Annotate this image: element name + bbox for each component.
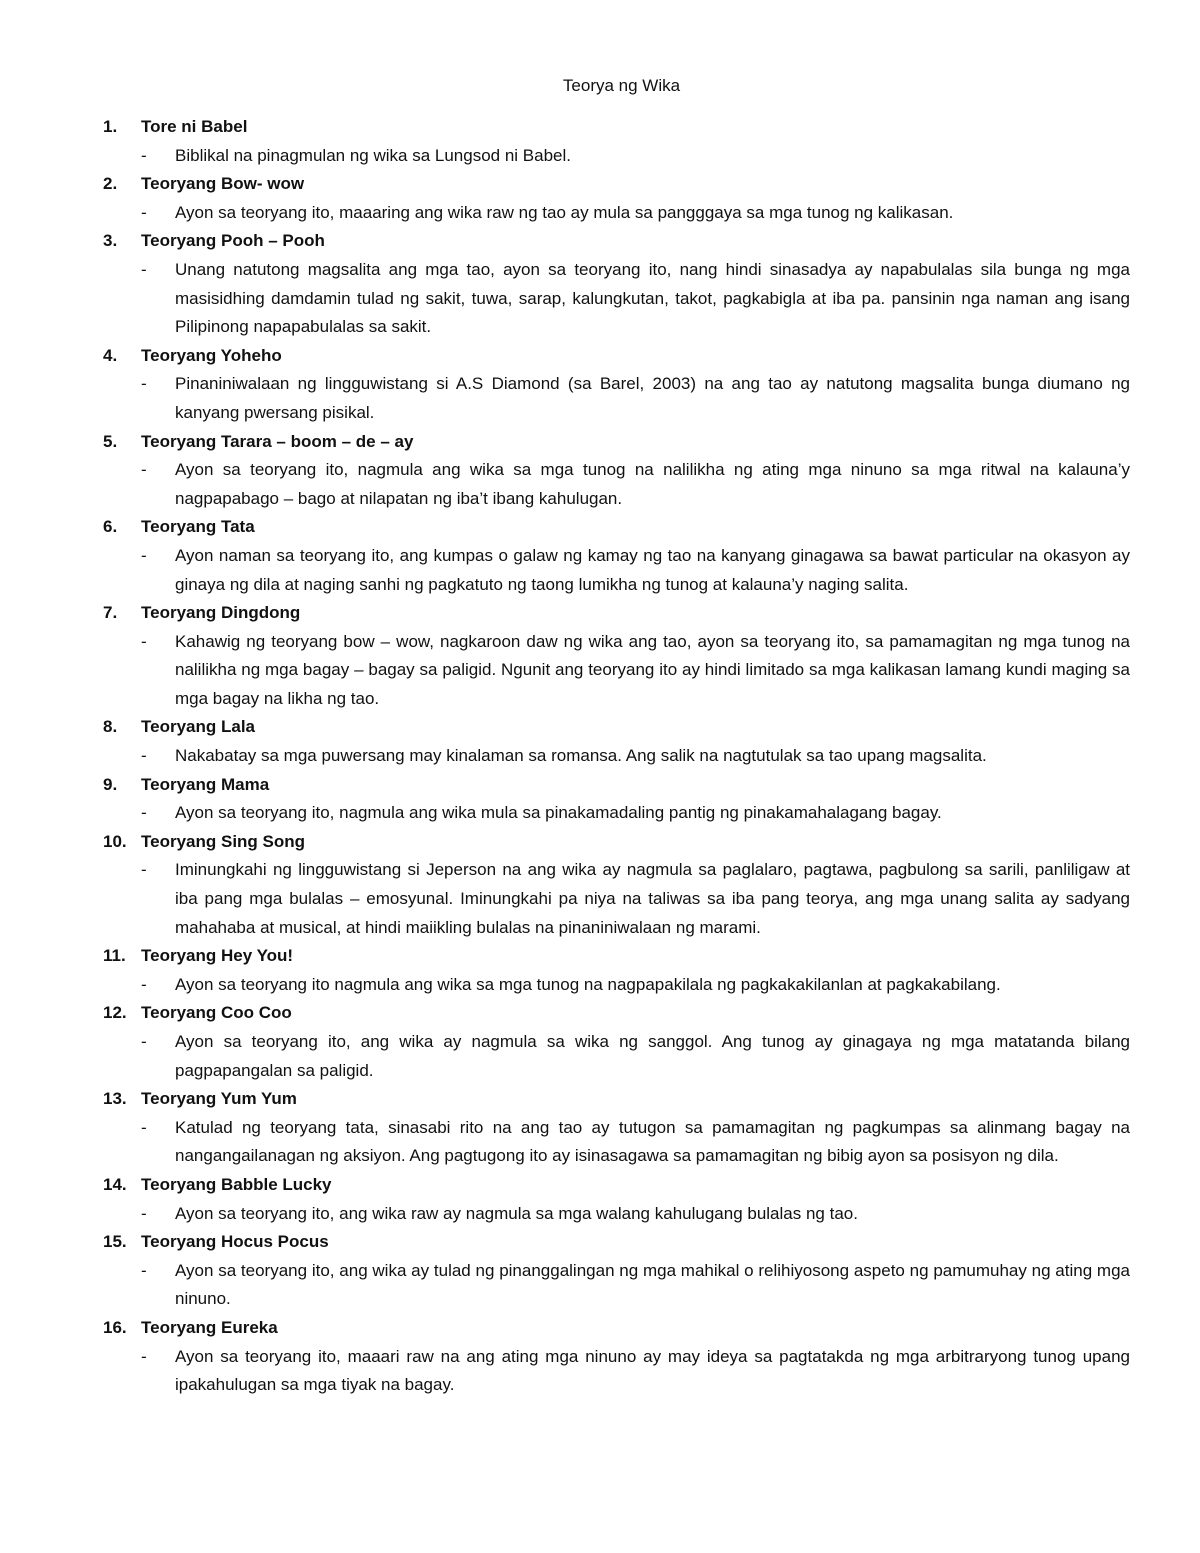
theory-item — [103, 113, 1130, 170]
dash-bullet: - — [141, 803, 147, 823]
theory-description — [103, 742, 1130, 771]
theory-item — [103, 1228, 1130, 1314]
theory-number: 1. — [103, 117, 118, 136]
theory-heading — [103, 1314, 1130, 1343]
theory-number: 4. — [103, 345, 118, 365]
theory-description-text: Ayon sa teoryang ito, maaaring ang wika raw ng tao ay mula sa pangggaya sa mga tunog ng kalikasan. — [175, 202, 954, 222]
theory-number: 2. — [103, 174, 118, 194]
theory-name: Teoryang Eureka — [141, 1317, 278, 1337]
theory-name: Teoryang Pooh – Pooh — [141, 231, 325, 251]
theory-heading — [103, 1171, 1130, 1200]
theory-heading — [103, 1228, 1130, 1257]
theory-item — [103, 342, 1130, 428]
dash-bullet: - — [141, 145, 147, 165]
theory-number: 8. — [103, 717, 118, 737]
theory-number: 16. — [103, 1317, 127, 1337]
theory-name: Teoryang Tata — [141, 517, 255, 537]
theory-description-text: Kahawig ng teoryang bow – wow, nagkaroon daw ng wika ang tao, ayon sa teoryang ito, sa pamamagitan ng mga tunog na nalilikha ng mga bagay – bagay sa paligid. Ngunit ang teoryang ito ay hindi limitado sa mga kalikasan lamang kundi maging sa mga bagay na likha ng tao. — [175, 631, 1130, 708]
theory-description-text: Ayon sa teoryang ito, nagmula ang wika mula sa pinakamadaling pantig ng pinakamahalagang bagay. — [175, 803, 942, 823]
theory-heading — [103, 170, 1130, 199]
dash-bullet: - — [141, 545, 147, 565]
theory-number: 6. — [103, 517, 118, 537]
theory-description — [103, 628, 1130, 714]
theory-description — [103, 542, 1130, 599]
theory-description — [103, 971, 1130, 1000]
theory-number: 12. — [103, 1003, 127, 1023]
theory-number: 5. — [103, 431, 118, 451]
theory-description — [103, 1028, 1130, 1085]
theory-heading — [103, 828, 1130, 857]
theory-name: Teoryang Lala — [141, 717, 255, 737]
theory-name: Teoryang Coo Coo — [141, 1003, 292, 1023]
theory-item — [103, 999, 1130, 1085]
theory-heading — [103, 513, 1130, 542]
theory-item — [103, 227, 1130, 341]
theory-name: Teoryang Yoheho — [141, 345, 282, 365]
theory-description — [103, 199, 1130, 228]
theory-description-text: Ayon sa teoryang ito nagmula ang wika sa mga tunog na nagpapakilala ng pagkakakilanlan at pagkakabilang. — [175, 974, 1001, 994]
theory-name: Teoryang Dingdong — [141, 603, 301, 623]
theory-heading — [103, 599, 1130, 628]
theory-description-text: Biblikal na pinagmulan ng wika sa Lungsod ni Babel. — [175, 145, 571, 165]
theory-description — [103, 856, 1130, 942]
theory-item — [103, 1171, 1130, 1228]
theory-description-text: Iminungkahi ng lingguwistang si Jeperson na ang wika ay nagmula sa paglalaro, pagtawa, pagbulong sa sarili, panliligaw at iba pang mga bulalas – emosyunal. Iminungkahi pa niya na taliwas sa iba pang teorya, ang mga unang salita ay sadyang mahahaba at musical, at hindi maiikling bulalas na pinaniniwalaan ng marami. — [175, 860, 1130, 937]
theory-description — [103, 370, 1130, 427]
theory-description-text: Pinaniniwalaan ng lingguwistang si A.S Diamond (sa Barel, 2003) na ang tao ay natutong magsalita bunga diumano ng kanyang pwersang pisikal. — [175, 374, 1130, 422]
theory-item — [103, 828, 1130, 942]
theory-number: 3. — [103, 231, 118, 251]
theory-description-text: Ayon sa teoryang ito, maaari raw na ang ating mga ninuno ay may ideya sa pagtatakda ng mga arbitraryong tunog upang ipakahulugan sa mga tiyak na bagay. — [175, 1346, 1130, 1395]
theory-item — [103, 942, 1130, 999]
theory-description-text: Katulad ng teoryang tata, sinasabi rito na ang tao ay tutugon sa pamamagitan ng pagkumpas sa alinmang bagay na nangangailanagan ng aksiyon. Ang pagtugong ito ay isinasagawa sa pamamagitan ng bibig ayon sa posisyon ng dila. — [175, 1117, 1130, 1166]
theory-heading — [103, 713, 1130, 742]
theory-item — [103, 170, 1130, 227]
theory-item — [103, 1085, 1130, 1171]
theory-description — [103, 1343, 1130, 1400]
theory-heading — [103, 227, 1130, 256]
theory-number: 15. — [103, 1232, 127, 1252]
theory-item — [103, 513, 1130, 599]
theory-heading — [103, 428, 1130, 457]
dash-bullet: - — [141, 1032, 147, 1051]
theory-name: Teoryang Bow- wow — [141, 174, 305, 194]
theory-item — [103, 428, 1130, 514]
theory-heading — [103, 999, 1130, 1028]
theory-description-text: Ayon sa teoryang ito, nagmula ang wika sa mga tunog na nalilikha ng ating mga ninuno sa mga ritwal na kalauna’y nagpapabago – bago at nilapatan ng iba’t ibang kahulugan. — [175, 460, 1130, 508]
dash-bullet: - — [141, 460, 147, 480]
dash-bullet: - — [141, 974, 147, 994]
dash-bullet: - — [141, 1346, 147, 1366]
dash-bullet: - — [141, 1117, 147, 1137]
theory-name: Teoryang Babble Lucky — [141, 1174, 332, 1194]
theory-item — [103, 1314, 1130, 1400]
dash-bullet: - — [141, 1260, 147, 1280]
theory-description-text: Ayon sa teoryang ito, ang wika ay nagmula sa wika ng sanggol. Ang tunog ay ginagaya ng mga matatanda bilang pagpapangalan sa paligid. — [175, 1032, 1130, 1080]
theory-description — [103, 456, 1130, 513]
theory-description-text: Unang natutong magsalita ang mga tao, ayon sa teoryang ito, nang hindi sinasadya ay napabulalas sila bunga ng mga masisidhing damdamin tulad ng sakit, tuwa, sarap, kalungkutan, takot, pagkabigla at iba pa. pansinin nga naman ang isang Pilipinong napapabulalas sa sakit. — [175, 259, 1130, 337]
theory-number: 7. — [103, 603, 118, 623]
theory-number: 13. — [103, 1089, 127, 1109]
theory-item — [103, 713, 1130, 770]
theory-name: Teoryang Yum Yum — [141, 1089, 297, 1109]
theory-number: 11. — [103, 946, 126, 966]
theory-description-text: Ayon sa teoryang ito, ang wika raw ay nagmula sa mga walang kahulugang bulalas ng tao. — [175, 1203, 858, 1223]
theory-description — [103, 142, 1130, 171]
dash-bullet: - — [141, 1203, 147, 1223]
theory-description — [103, 1200, 1130, 1229]
theory-number: 10. — [103, 831, 127, 851]
theory-name: Teoryang Hey You! — [141, 946, 294, 966]
theory-description-text: Ayon naman sa teoryang ito, ang kumpas o galaw ng kamay ng tao na kanyang ginagawa sa bawat particular na okasyon ay ginaya ng dila at naging sanhi ng pagkatuto ng taong lumikha ng tunog at kalauna’y naging salita. — [175, 545, 1130, 594]
theory-description-text: Nakabatay sa mga puwersang may kinalaman sa romansa. Ang salik na nagtutulak sa tao upang magsalita. — [175, 746, 987, 766]
theory-number: 9. — [103, 774, 118, 794]
dash-bullet: - — [141, 860, 147, 880]
dash-bullet: - — [141, 374, 147, 394]
theory-name: Teoryang Tarara – boom – de – ay — [141, 431, 414, 451]
theory-name: Teoryang Mama — [141, 774, 270, 794]
theory-list — [103, 113, 1130, 1400]
theory-name: Tore ni Babel — [141, 117, 248, 136]
theory-heading — [103, 113, 1130, 142]
theory-item — [103, 771, 1130, 828]
theory-description — [103, 1114, 1130, 1171]
page-title: Teorya ng Wika — [562, 76, 681, 95]
theory-description — [103, 256, 1130, 342]
theory-heading — [103, 342, 1130, 371]
theory-description — [103, 1257, 1130, 1314]
dash-bullet: - — [141, 631, 147, 651]
dash-bullet: - — [141, 202, 147, 222]
dash-bullet: - — [141, 259, 147, 279]
theory-name: Teoryang Sing Song — [141, 831, 306, 851]
theory-number: 14. — [103, 1174, 127, 1194]
theory-item — [103, 599, 1130, 713]
theory-description — [103, 799, 1130, 828]
theory-heading — [103, 771, 1130, 800]
dash-bullet: - — [141, 746, 147, 766]
theory-heading — [103, 942, 1130, 971]
theory-description-text: Ayon sa teoryang ito, ang wika ay tulad ng pinanggalingan ng mga mahikal o relihiyosong aspeto ng pamumuhay ng ating mga ninuno. — [175, 1260, 1130, 1309]
theory-name: Teoryang Hocus Pocus — [141, 1232, 329, 1252]
theory-heading — [103, 1085, 1130, 1114]
